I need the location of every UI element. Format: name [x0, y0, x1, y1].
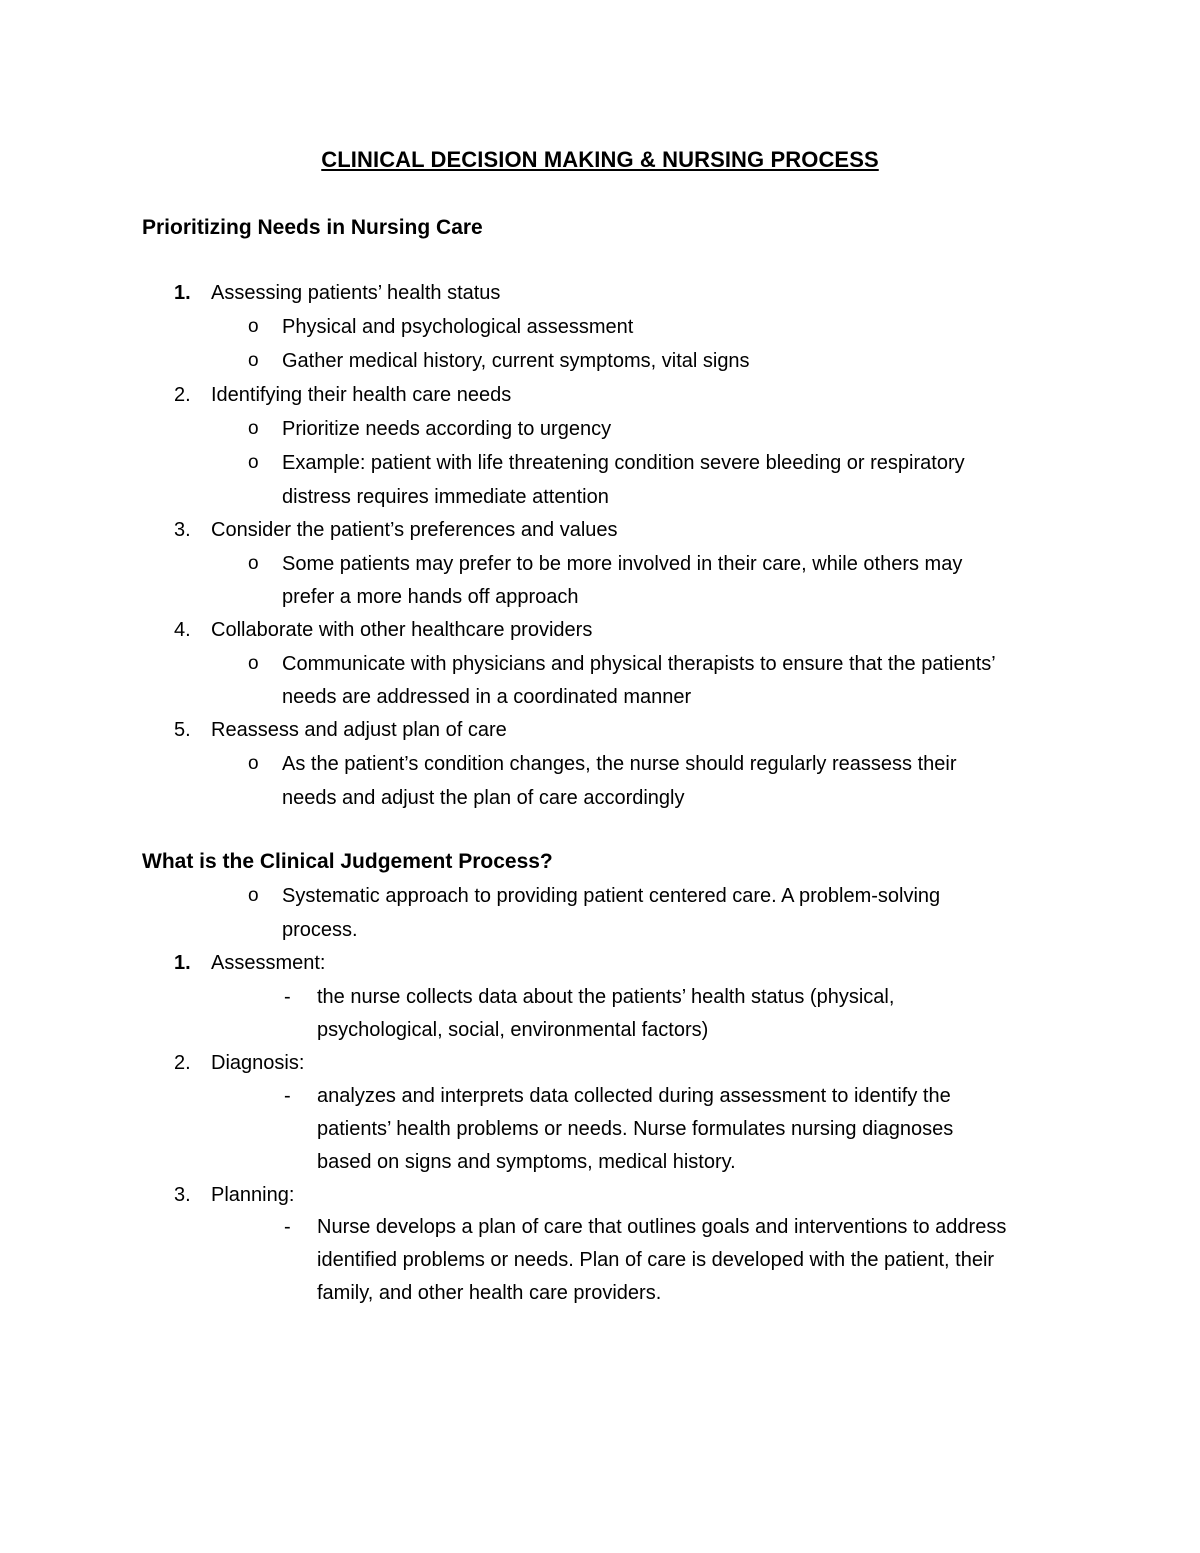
bullet-item: Prioritize needs according to urgency: [282, 418, 612, 440]
dash-marker: -: [284, 1085, 291, 1107]
bullet-item: Physical and psychological assessment: [282, 316, 634, 338]
list-number: 1.: [174, 952, 191, 974]
bullet-item-continued: prefer a more hands off approach: [282, 586, 579, 608]
bullet-marker: o: [248, 653, 259, 674]
dash-marker: -: [284, 1216, 291, 1238]
list-item: Collaborate with other healthcare providers: [211, 619, 593, 641]
bullet-item-continued: distress requires immediate attention: [282, 486, 609, 508]
step-label: Planning:: [211, 1184, 295, 1206]
list-number: 2.: [174, 384, 191, 406]
list-item: Assessing patients’ health status: [211, 282, 501, 304]
list-item: Consider the patient’s preferences and values: [211, 519, 618, 541]
bullet-item: As the patient’s condition changes, the nurse should regularly reassess their: [282, 753, 957, 775]
bullet-marker: o: [248, 418, 259, 439]
bullet-item: Gather medical history, current symptoms, vital signs: [282, 350, 750, 372]
list-number: 4.: [174, 619, 191, 641]
list-item: Reassess and adjust plan of care: [211, 719, 507, 741]
intro-text: Systematic approach to providing patient centered care. A problem-solving: [282, 885, 941, 907]
step-detail-continued: based on signs and symptoms, medical history.: [317, 1151, 736, 1173]
section-heading-clinical-judgement: What is the Clinical Judgement Process?: [142, 850, 553, 873]
bullet-marker: o: [248, 553, 259, 574]
bullet-marker: o: [248, 350, 259, 371]
section-heading-prioritizing: Prioritizing Needs in Nursing Care: [142, 216, 483, 239]
list-item: Identifying their health care needs: [211, 384, 512, 406]
step-detail: Nurse develops a plan of care that outlines goals and interventions to address: [317, 1216, 1007, 1238]
bullet-marker: o: [248, 316, 259, 337]
bullet-item: Communicate with physicians and physical therapists to ensure that the patients’: [282, 653, 996, 675]
bullet-item: Some patients may prefer to be more involved in their care, while others may: [282, 553, 963, 575]
intro-text-continued: process.: [282, 919, 358, 941]
step-detail: the nurse collects data about the patients’ health status (physical,: [317, 986, 895, 1008]
step-detail-continued: identified problems or needs. Plan of care is developed with the patient, their: [317, 1249, 995, 1271]
bullet-marker: o: [248, 753, 259, 774]
bullet-item-continued: needs and adjust the plan of care accordingly: [282, 787, 685, 809]
step-detail-continued: family, and other health care providers.: [317, 1282, 662, 1304]
list-number: 3.: [174, 1184, 191, 1206]
bullet-marker: o: [248, 452, 259, 473]
bullet-item-continued: needs are addressed in a coordinated manner: [282, 686, 692, 708]
step-detail-continued: patients’ health problems or needs. Nurse formulates nursing diagnoses: [317, 1118, 954, 1140]
step-label: Diagnosis:: [211, 1052, 305, 1074]
list-number: 5.: [174, 719, 191, 741]
bullet-item: Example: patient with life threatening condition severe bleeding or respiratory: [282, 452, 965, 474]
step-detail: analyzes and interprets data collected during assessment to identify the: [317, 1085, 951, 1107]
list-number: 3.: [174, 519, 191, 541]
dash-marker: -: [284, 986, 291, 1008]
document-title: CLINICAL DECISION MAKING & NURSING PROCESS: [321, 147, 879, 172]
step-detail-continued: psychological, social, environmental factors): [317, 1019, 709, 1041]
bullet-marker: o: [248, 885, 259, 906]
step-label: Assessment:: [211, 952, 326, 974]
list-number: 2.: [174, 1052, 191, 1074]
list-number: 1.: [174, 282, 191, 304]
